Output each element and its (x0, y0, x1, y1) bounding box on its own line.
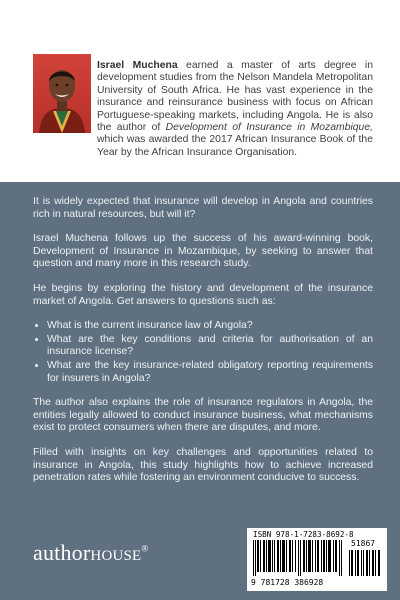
author-name: Israel Muchena (97, 60, 178, 71)
barcode-bars-icon (253, 540, 345, 576)
registered-mark: ® (141, 543, 149, 554)
question-list-item: • What are the key insurance-related obligatory reporting requirements for insurers in Angola? (47, 360, 373, 385)
author-bio-text-end: which was awarded the 2017 African Insurance Book of the Year by the African Insurance Organisation. (97, 134, 373, 158)
blurb-paragraph: It is widely expected that insurance will develop in Angola and countries rich in natural resources, but will it? (33, 196, 373, 220)
question-list (33, 320, 373, 385)
author-previous-book-title: Development of Insurance in Mozambique, (165, 122, 374, 134)
blurb-paragraph: Israel Muchena follows up the success of his award-winning book, Development of Insurance in Mozambique, by seeking to answer that question and many more in this research study. (33, 233, 373, 270)
isbn-barcode (247, 528, 387, 591)
question-list-item: • What is the current insurance law of Angola? (47, 320, 373, 333)
blurb-paragraph: Filled with insights on key challenges and opportunities related to insurance in Angola, this study highlights how to achieve increased penetration rates while fostering an environment conducive to success. (33, 446, 373, 484)
barcode-addon-number: 51867 (351, 539, 376, 548)
barcode-addon-bars-icon (349, 550, 381, 576)
publisher-logo-author: author (33, 540, 91, 565)
question-list-item: • What are the key conditions and criteria for authorisation of an insurance license? (47, 334, 373, 359)
book-description (33, 196, 373, 497)
author-bio-panel (0, 0, 400, 182)
blurb-paragraph: He begins by exploring the history and development of the insurance market of Angola. Get answers to questions such as: (33, 282, 373, 307)
barcode-number: 9 781728 386928 (251, 578, 324, 587)
blurb-paragraph: The author also explains the role of insurance regulators in Angola, the entities legally allowed to conduct insurance business, what mechanisms exist to protect consumers when there are disputes, and more. (33, 397, 373, 434)
author-photo (33, 54, 91, 133)
publisher-logo (33, 540, 148, 566)
isbn-label: ISBN 978-1-7283-8692-8 (253, 530, 354, 539)
author-bio-text: earned a master of arts degree in development studies from the Nelson Mandela Metropolitan University of South Africa. He has vast experience in the insurance and reinsurance business with focus on African Portuguese-speaking markets, including Angola. He is also the author of (97, 60, 373, 134)
author-bio (97, 60, 373, 159)
publisher-logo-house: HOUSE (90, 548, 142, 564)
